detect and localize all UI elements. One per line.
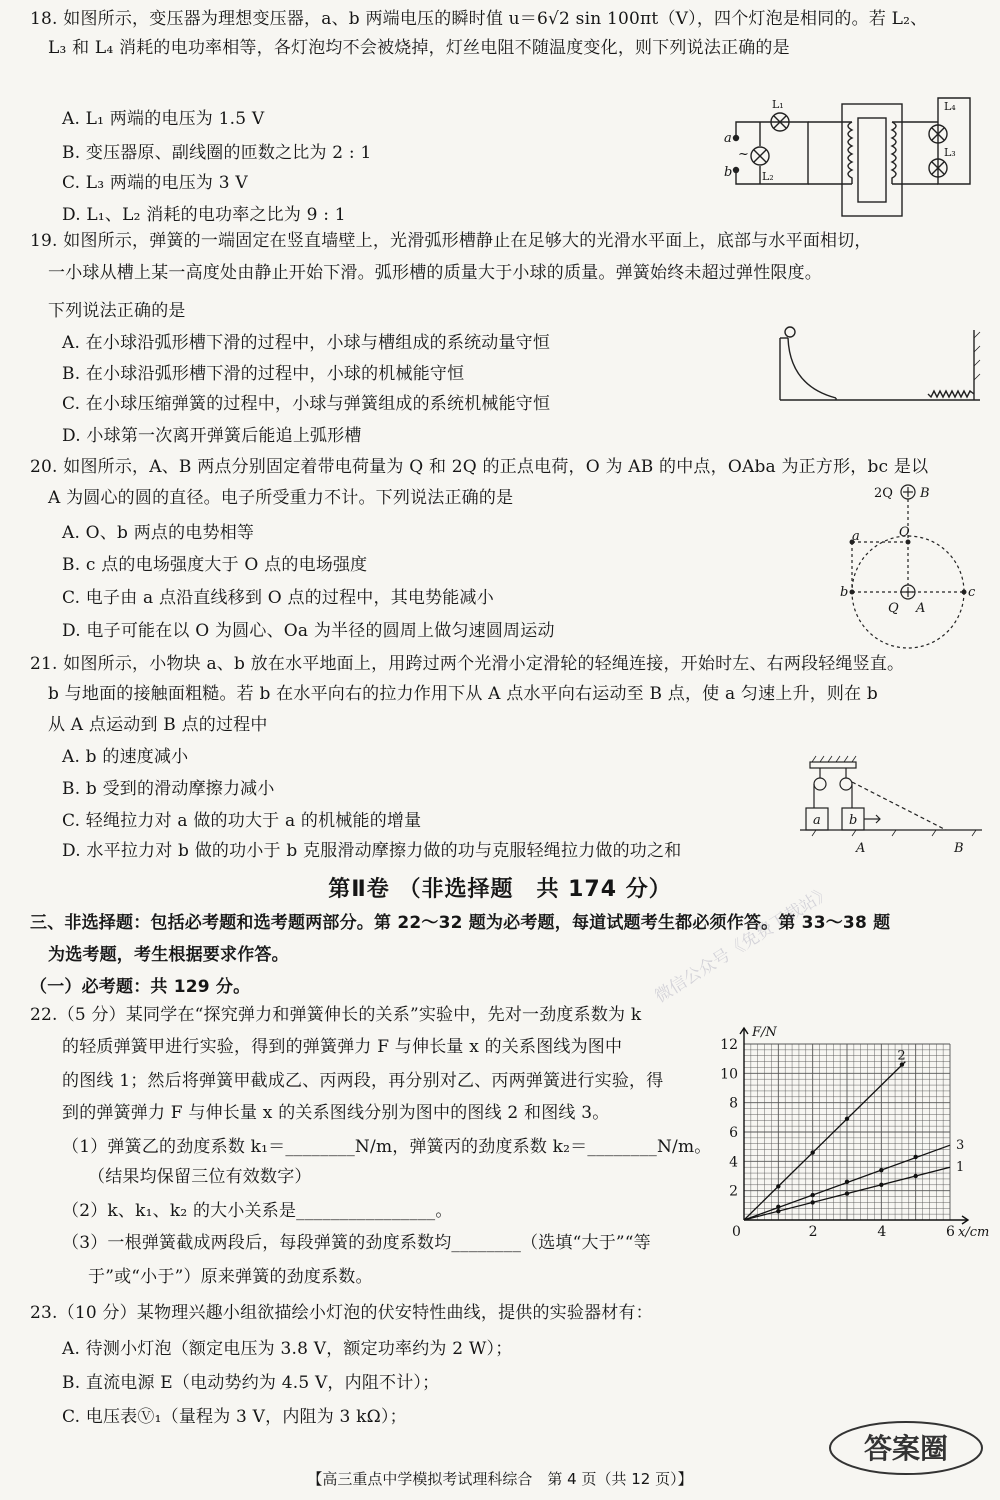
y-tick-label: 12 bbox=[720, 1037, 738, 1053]
page-footer: 【高三重点中学模拟考试理科综合 第 4 页（共 12 页）】 bbox=[307, 1470, 693, 1488]
q21-stem-line-2: b 与地面的接触面粗糙。若 b 在水平向右的拉力作用下从 A 点水平向右运动至 B 点，使 a 匀速上升，则在 b bbox=[48, 684, 878, 704]
arc-groove-spring-figure bbox=[776, 318, 986, 410]
q19-option-b: B. 在小球沿弧形槽下滑的过程中，小球的机械能守恒 bbox=[62, 364, 465, 384]
q23-item-a: A. 待测小灯泡（额定电压为 3.8 V，额定功率约为 2 W）； bbox=[62, 1339, 513, 1359]
q20-stem-line-2: A 为圆心的圆的直径。电子所受重力不计。下列说法正确的是 bbox=[48, 488, 514, 508]
q20-stem-line-1: 20. 如图所示，A、B 两点分别固定着带电荷量为 Q 和 2Q 的正点电荷，O 为 AB 的中点，OAba 为正方形，bc 是以 bbox=[30, 457, 929, 477]
x-tick-label: 6 bbox=[946, 1224, 955, 1240]
series-label-3: 3 bbox=[956, 1138, 965, 1154]
data-point-series-2 bbox=[845, 1117, 849, 1121]
q22-subquestion-2: （2）k、k₁、k₂ 的大小关系是________________。 bbox=[62, 1201, 453, 1221]
lamp-l4-label: L₄ bbox=[944, 100, 956, 113]
point-c-label: c bbox=[968, 585, 976, 600]
point-charge-circle-figure bbox=[836, 478, 986, 646]
ac-source-symbol: ~ bbox=[738, 147, 749, 162]
q21-stem-line-1: 21. 如图所示，小物块 a、b 放在水平地面上，用跨过两个光滑小定滑轮的轻绳连接，开始时左、右两段轻绳竖直。 bbox=[30, 654, 905, 674]
data-point-series-1 bbox=[879, 1183, 883, 1187]
q20-option-a: A. O、b 两点的电势相等 bbox=[62, 523, 255, 543]
point-a-label: A bbox=[856, 841, 866, 856]
data-point-series-3 bbox=[776, 1205, 780, 1209]
spring-force-chart bbox=[720, 1022, 990, 1244]
series-label-2: 2 bbox=[897, 1048, 906, 1064]
block-b-label: b bbox=[849, 813, 858, 828]
chart-tick-labels bbox=[720, 1025, 989, 1240]
data-point-series-2 bbox=[810, 1150, 814, 1154]
data-point-series-1 bbox=[776, 1209, 780, 1213]
q22-line-2: 的轻质弹簧甲进行实验，得到的弹簧弹力 F 与伸长量 x 的关系图线为图中 bbox=[62, 1037, 623, 1057]
q21-option-d: D. 水平拉力对 b 做的功小于 b 克服滑动摩擦力做的功与克服轻绳拉力做的功之和 bbox=[62, 841, 682, 861]
point-capital-a-label: A bbox=[916, 601, 926, 616]
watermark-text: 微信公众号《免费下载站》 bbox=[651, 882, 836, 1008]
q18-option-d: D. L₁、L₂ 消耗的电功率之比为 9 : 1 bbox=[62, 205, 346, 225]
x-tick-label: 2 bbox=[808, 1224, 818, 1240]
stamp-text: 答案圈 bbox=[863, 1432, 949, 1465]
q23-stem: 23.（10 分）某物理兴趣小组欲描绘小灯泡的伏安特性曲线，提供的实验器材有： bbox=[30, 1303, 653, 1323]
q18-stem-line-2: L₃ 和 L₄ 消耗的电功率相等，各灯泡均不会被烧掉，灯丝电阻不随温度变化，则下列说法正确的是 bbox=[48, 38, 790, 58]
q21-stem-line-3: 从 A 点运动到 B 点的过程中 bbox=[48, 715, 268, 735]
part2-title: 第Ⅱ卷 （非选择题 共 174 分） bbox=[328, 877, 672, 902]
q19-option-d: D. 小球第一次离开弹簧后能追上弧形槽 bbox=[62, 426, 362, 446]
x-axis-label: x/cm bbox=[958, 1225, 990, 1240]
y-tick-label: 8 bbox=[729, 1095, 738, 1112]
lamp-l1-label: L₁ bbox=[772, 98, 784, 111]
y-tick-label: 10 bbox=[720, 1066, 738, 1083]
q22-line-3: 的图线 1；然后将弹簧甲截成乙、丙两段，再分别对乙、丙两弹簧进行实验，得 bbox=[62, 1071, 664, 1091]
y-tick-label: 6 bbox=[729, 1125, 738, 1141]
q20-option-c: C. 电子由 a 点沿直线移到 O 点的过程中，其电势能减小 bbox=[62, 588, 494, 608]
lamp-l2-label: L₂ bbox=[762, 170, 774, 183]
transformer-circuit-figure bbox=[724, 88, 980, 224]
q22-subquestion-3: （3）一根弹簧截成两段后，每段弹簧的劲度系数均________（选填“大于”“等 bbox=[62, 1233, 651, 1253]
q20-option-b: B. c 点的电场强度大于 O 点的电场强度 bbox=[62, 555, 368, 575]
q21-option-c: C. 轻绳拉力对 a 做的功大于 a 的机械能的增量 bbox=[62, 811, 422, 831]
data-point-series-1 bbox=[845, 1191, 849, 1195]
q22-line-1: 22.（5 分）某同学在“探究弹力和弹簧伸长的关系”实验中，先对一劲度系数为 k bbox=[30, 1005, 642, 1025]
x-tick-label: 0 bbox=[732, 1224, 741, 1240]
charge-2q-label: 2Q bbox=[874, 486, 893, 501]
q18-option-c: C. L₃ 两端的电压为 3 V bbox=[62, 173, 248, 193]
chart-series-group bbox=[744, 1049, 964, 1220]
data-point-series-2 bbox=[776, 1184, 780, 1188]
y-axis-label: F/N bbox=[752, 1025, 777, 1040]
data-point-series-3 bbox=[913, 1155, 917, 1159]
q22-subquestion-1-note: （结果均保留三位有效数字） bbox=[88, 1167, 312, 1187]
point-b-small-label: b bbox=[840, 585, 849, 600]
part2-intro-line-2: 为选考题，考生根据要求作答。 bbox=[48, 945, 289, 965]
part2-intro-line-1: 三、非选择题：包括必考题和选考题两部分。第 22～32 题为必考题，每道试题考生都必须作答。第 33～38 题 bbox=[30, 913, 891, 933]
point-o-label: O bbox=[899, 525, 910, 540]
q18-stem-line-1: 18. 如图所示，变压器为理想变压器，a、b 两端电压的瞬时值 u＝6√2 sin 100πt（V），四个灯泡是相同的。若 L₂、 bbox=[30, 9, 928, 29]
pulley-blocks-figure bbox=[796, 754, 986, 858]
q19-stem-line-3: 下列说法正确的是 bbox=[48, 301, 186, 321]
q22-subquestion-3-cont: 于”或“小于”）原来弹簧的劲度系数。 bbox=[88, 1267, 373, 1287]
q19-stem-line-2: 一小球从槽上某一高度处由静止开始下滑。弧形槽的质量大于小球的质量。弹簧始终未超过弹性限度。 bbox=[48, 263, 822, 283]
y-tick-label: 4 bbox=[729, 1154, 738, 1171]
data-point-series-1 bbox=[810, 1200, 814, 1204]
data-point-series-3 bbox=[879, 1168, 883, 1172]
q23-item-c: C. 电压表Ⓥ₁（量程为 3 V，内阻为 3 kΩ）； bbox=[62, 1407, 407, 1427]
data-point-series-3 bbox=[845, 1180, 849, 1184]
point-a-label: a bbox=[852, 529, 860, 544]
block-a-label: a bbox=[813, 813, 821, 828]
x-tick-label: 4 bbox=[877, 1224, 887, 1240]
point-b-label: B bbox=[920, 486, 930, 501]
q22-line-4: 到的弹簧弹力 F 与伸长量 x 的关系图线分别为图中的图线 2 和图线 3。 bbox=[62, 1103, 610, 1123]
q18-option-b: B. 变压器原、副线圈的匝数之比为 2 : 1 bbox=[62, 143, 372, 163]
answer-stamp-logo bbox=[826, 1418, 986, 1478]
charge-q-label: Q bbox=[888, 601, 899, 616]
q23-item-b: B. 直流电源 E（电动势约为 4.5 V，内阻不计）； bbox=[62, 1373, 440, 1393]
q22-subquestion-1: （1）弹簧乙的劲度系数 k₁＝________N/m，弹簧丙的劲度系数 k₂＝________N/m。 bbox=[62, 1137, 712, 1157]
required-section-heading: （一）必考题：共 129 分。 bbox=[30, 977, 251, 997]
series-label-1: 1 bbox=[956, 1160, 965, 1176]
data-point-series-3 bbox=[810, 1193, 814, 1197]
q21-option-a: A. b 的速度减小 bbox=[62, 747, 189, 767]
q18-option-a: A. L₁ 两端的电压为 1.5 V bbox=[62, 109, 265, 129]
y-tick-label: 2 bbox=[729, 1183, 738, 1200]
data-point-series-1 bbox=[913, 1174, 917, 1178]
q19-stem-line-1: 19. 如图所示，弹簧的一端固定在竖直墙壁上，光滑弧形槽静止在足够大的光滑水平面上，底部与水平面相切， bbox=[30, 231, 872, 251]
point-b-label: B bbox=[954, 841, 964, 856]
lamp-l3-label: L₃ bbox=[944, 146, 956, 159]
terminal-b-label: b bbox=[724, 165, 733, 180]
q19-option-a: A. 在小球沿弧形槽下滑的过程中，小球与槽组成的系统动量守恒 bbox=[62, 333, 551, 353]
q19-option-c: C. 在小球压缩弹簧的过程中，小球与弹簧组成的系统机械能守恒 bbox=[62, 394, 551, 414]
q20-option-d: D. 电子可能在以 O 为圆心、Oa 为半径的圆周上做匀速圆周运动 bbox=[62, 621, 555, 641]
terminal-a-label: a bbox=[724, 131, 732, 146]
q21-option-b: B. b 受到的滑动摩擦力减小 bbox=[62, 779, 275, 799]
